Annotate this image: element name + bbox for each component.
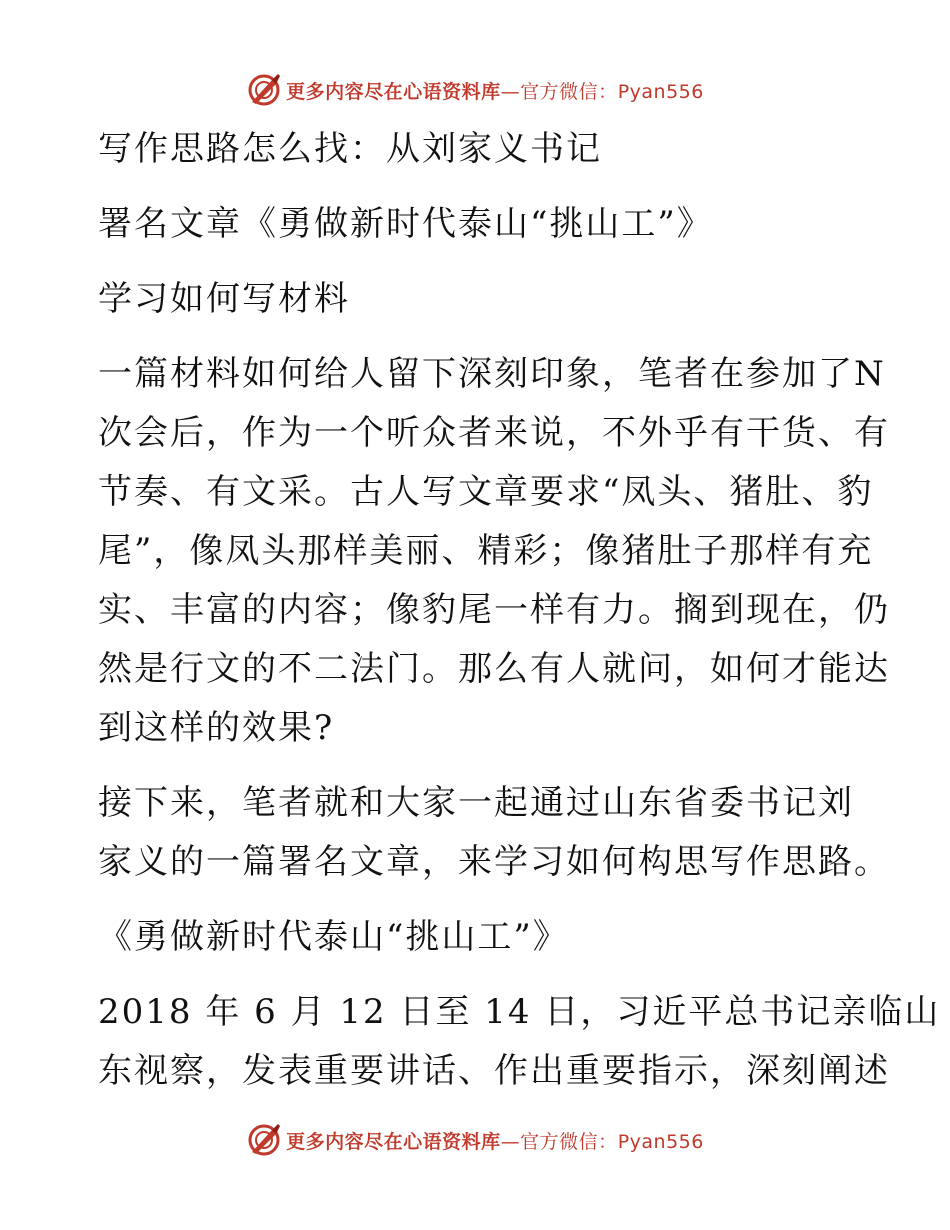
header-banner [0, 70, 950, 110]
para1-line-7: 到这样的效果? [98, 708, 335, 748]
title-line-3: 学习如何写材料 [98, 279, 350, 319]
para3-line-2: 东视察，发表重要讲话、作出重要指示，深刻阐述 [98, 1051, 890, 1091]
document-body [98, 120, 941, 1101]
banner-wechat-label: 官方微信： [520, 1130, 618, 1153]
title-line-2: 署名文章《勇做新时代泰山“挑山工”》 [98, 204, 713, 244]
banner-separator: — [500, 1130, 521, 1153]
para1-line-4: 尾”，像凤头那样美丽、精彩；像猪肚子那样有充 [98, 531, 874, 571]
para2-line-2: 家义的一篇署名文章，来学习如何构思写作思路。 [98, 842, 890, 882]
para1-line-2: 次会后，作为一个听众者来说，不外乎有干货、有 [98, 413, 890, 453]
banner-title: 更多内容尽在心语资料库 [286, 80, 501, 103]
article-title: 《勇做新时代泰山“挑山工”》 [98, 917, 569, 957]
banner-wechat-id: Pyan556 [617, 80, 704, 103]
banner-separator: — [500, 80, 521, 103]
banner-wechat-id: Pyan556 [617, 1130, 704, 1153]
title-line-1: 写作思路怎么找：从刘家义书记 [98, 129, 602, 169]
banner-title: 更多内容尽在心语资料库 [286, 1130, 501, 1153]
quill-logo-icon [246, 72, 282, 108]
para1-line-1: 一篇材料如何给人留下深刻印象，笔者在参加了N [98, 354, 886, 394]
para3-line-1: 2018 年 6 月 12 日至 14 日，习近平总书记亲临山 [98, 992, 941, 1032]
para1-line-5: 实、丰富的内容；像豹尾一样有力。搁到现在，仍 [98, 590, 890, 630]
para2-line-1: 接下来，笔者就和大家一起通过山东省委书记刘 [98, 783, 854, 823]
banner-wechat-label: 官方微信： [520, 80, 618, 103]
footer-banner [0, 1120, 950, 1160]
para1-line-6: 然是行文的不二法门。那么有人就问，如何才能达 [98, 649, 890, 689]
quill-logo-icon [246, 1122, 282, 1158]
para1-line-3: 节奏、有文采。古人写文章要求“凤头、猪肚、豹 [98, 472, 874, 512]
